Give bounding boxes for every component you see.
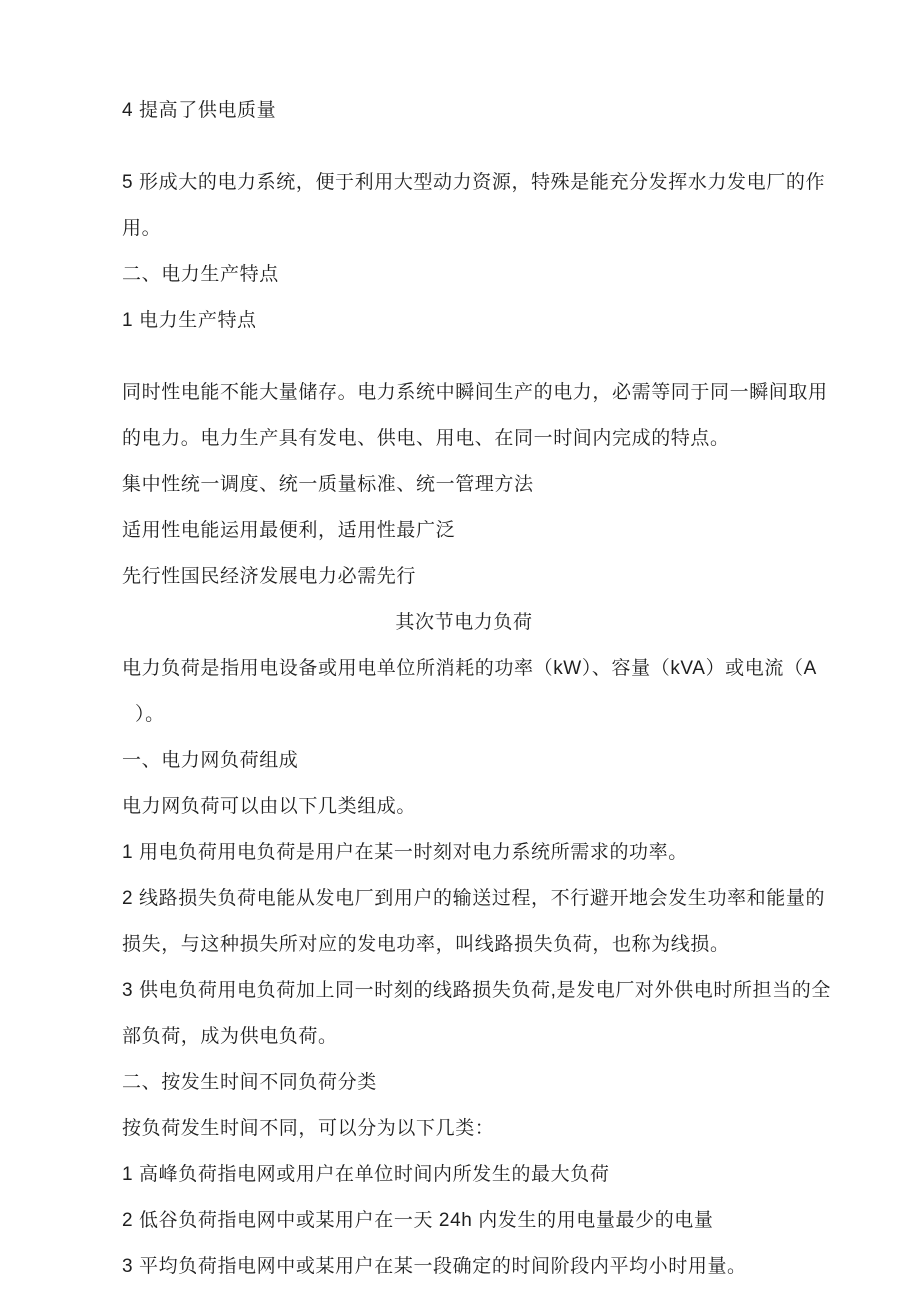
section-heading-line: 其次节电力负荷 [395,612,533,633]
document-text-line: 1 用电负荷用电负荷是用户在某一时刻对电力系统所需求的功率。 [122,842,688,863]
document-text-line: 按负荷发生时间不同，可以分为以下几类： [122,1118,495,1139]
document-text-line: 1 电力生产特点 [122,310,257,331]
document-text-line: 适用性电能运用最便利，适用性最广泛 [122,520,456,541]
document-text-line: 3 平均负荷指电网中或某用户在某一段确定的时间阶段内平均小时用量。 [122,1256,747,1277]
document-text-line: 二、按发生时间不同负荷分类 [122,1072,377,1093]
document-text-line: 二、电力生产特点 [122,264,279,285]
document-text-line: 电力网负荷可以由以下几类组成。 [122,796,417,817]
document-text-line: 4 提高了供电质量 [122,100,277,121]
document-text-line: 一、电力网负荷组成 [122,750,299,771]
document-text-line: 先行性国民经济发展电力必需先行 [122,566,417,587]
document-text-line: 5 形成大的电力系统，便于利用大型动力资源，特殊是能充分发挥水力发电厂的作 [122,172,826,193]
document-text-line: 的电力。电力生产具有发电、供电、用电、在同一时间内完成的特点。 [122,428,730,449]
document-text-line: 部负荷，成为供电负荷。 [122,1026,338,1047]
document-text-line: 集中性统一调度、统一质量标准、统一管理方法 [122,474,534,495]
document-text-line: 1 高峰负荷指电网或用户在单位时间内所发生的最大负荷 [122,1164,610,1185]
document-body [122,88,831,1290]
document-text-line: 同时性电能不能大量储存。电力系统中瞬间生产的电力，必需等同于同一瞬间取用 [122,382,828,403]
document-text-line: 3 供电负荷用电负荷加上同一时刻的线路损失负荷,是发电厂对外供电时所担当的全 [122,980,831,1001]
document-text-line: 2 低谷负荷指电网中或某用户在一天 24h 内发生的用电量最少的电量 [122,1210,714,1231]
document-text-line: 损失，与这种损失所对应的发电功率，叫线路损失负荷，也称为线损。 [122,934,730,955]
document-text-line: 2 线路损失负荷电能从发电厂到用户的输送过程，不行避开地会发生功率和能量的 [122,888,826,909]
document-text-line: 电力负荷是指用电设备或用电单位所消耗的功率（kW）、容量（kVA）或电流（A [122,658,817,679]
document-text-line: ）。 [135,704,165,725]
document-text-line: 用。 [122,218,162,239]
